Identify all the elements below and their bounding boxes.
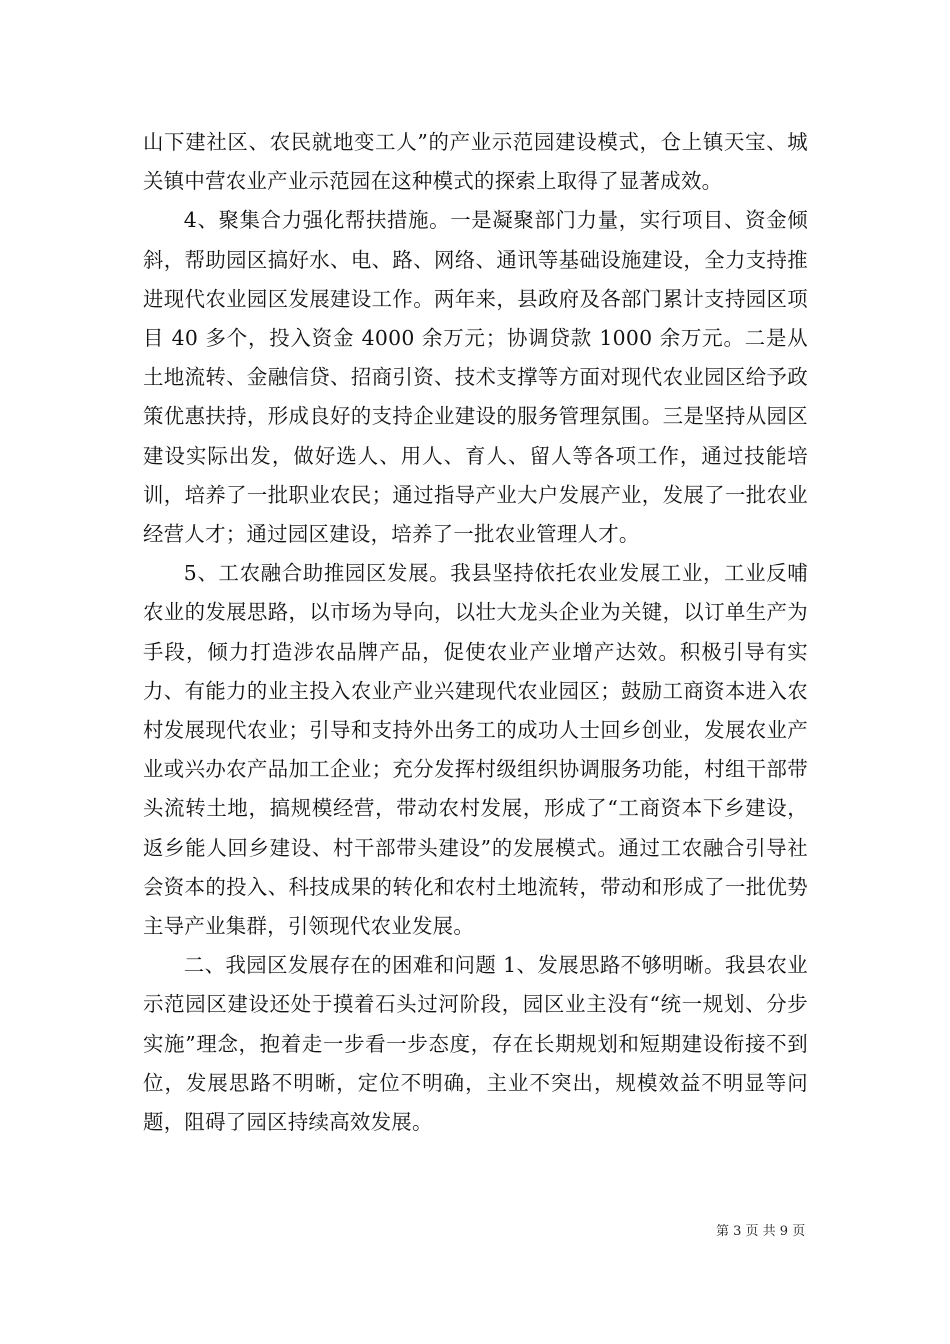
paragraph-continuation: 山下建社区、农民就地变工人”的产业示范园建设模式，仓上镇天宝、城关镇中营农业产业示范园在这种模式的探索上取得了显著成效。 [143,130,808,194]
paragraph-item-4: 4、聚集合力强化帮扶措施。一是凝聚部门力量，实行项目、资金倾斜，帮助园区搞好水、电、路、网络、通讯等基础设施建设，全力支持推进现代农业园区发展建设工作。两年来，县政府及各部门累计支持园区项目 40 多个，投入资金 4000 余万元；协调贷款 1000 余万元。二是从土地流转、金融信贷、招商引资、技术支撑等方面对现代农业园区给予政策优惠扶持，形成良好的支持企业建设的服务管理氛围。三是坚持从园区建设实际出发，做好选人、用人、育人、留人等各项工作，通过技能培训，培养了一批职业农民；通过指导产业大户发展产业，发展了一批农业经营人才；通过园区建设，培养了一批农业管理人才。 [143,208,808,547]
paragraph-item-5: 5、工农融合助推园区发展。我县坚持依托农业发展工业，工业反哺农业的发展思路，以市场为导向，以壮大龙头企业为关键，以订单生产为手段，倾力打造涉农品牌产品，促使农业产业增产达效。积极引导有实力、有能力的业主投入农业产业兴建现代农业园区；鼓励工商资本进入农村发展现代农业；引导和支持外出务工的成功人士回乡创业，发展农业产业或兴办农产品加工企业；充分发挥村级组织协调服务功能，村组干部带头流转土地，搞规模经营，带动农村发展，形成了“工商资本下乡建设，返乡能人回乡建设、村干部带头建设”的发展模式。通过工农融合引导社会资本的投入、科技成果的转化和农村土地流转，带动和形成了一批优势主导产业集群，引领现代农业发展。 [143,561,808,939]
page-number-footer: 第 3 页 共 9 页 [716,1224,806,1239]
paragraph-section-2: 二、我园区发展存在的困难和问题 1、发展思路不够明晰。我县农业示范园区建设还处于摸着石头过河阶段，园区业主没有“统一规划、分步实施”理念，抱着走一步看一步态度，存在长期规划和短期建设衔接不到位，发展思路不明晰，定位不明确，主业不突出，规模效益不明显等问题，阻碍了园区持续高效发展。 [143,953,808,1135]
document-body [143,123,808,1142]
